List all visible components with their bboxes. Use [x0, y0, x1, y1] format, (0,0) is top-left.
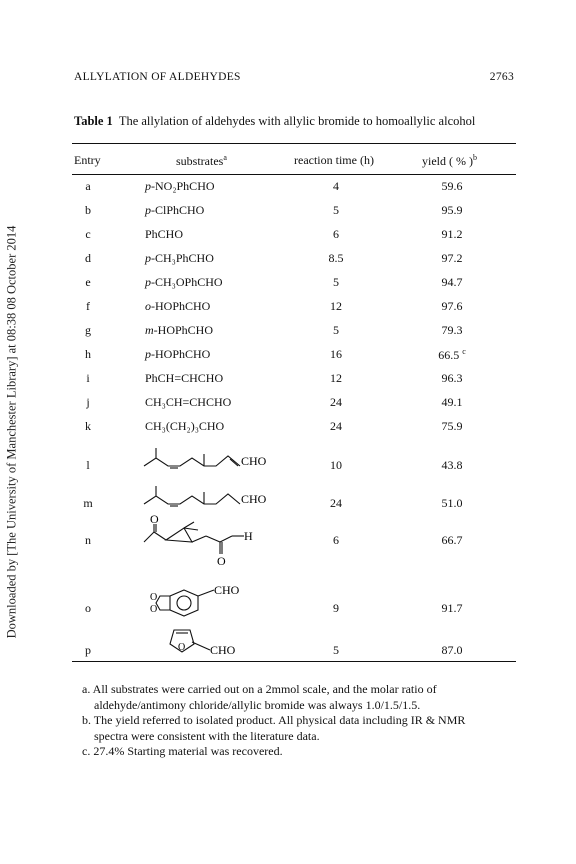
- cell-substrate: PhCHO: [145, 227, 184, 241]
- page-number: 2763: [489, 71, 514, 83]
- cell-yield: 91.7: [441, 601, 463, 615]
- cell-entry: h: [85, 347, 91, 361]
- cell-time: 12: [330, 299, 342, 313]
- svg-text:CHO: CHO: [241, 492, 267, 506]
- cell-time: 24: [330, 419, 342, 433]
- svg-text:CHO: CHO: [214, 583, 240, 597]
- table-header-rule: [72, 174, 516, 175]
- cell-time: 5: [333, 203, 339, 217]
- cell-yield: 51.0: [441, 496, 463, 510]
- cell-entry: e: [85, 275, 91, 289]
- svg-text:O: O: [150, 592, 158, 603]
- cell-yield: 66.7: [441, 533, 463, 547]
- table-top-rule: [72, 143, 516, 144]
- header-entry: Entry: [74, 153, 101, 167]
- cell-substrate: PhCH=CHCHO: [145, 371, 224, 385]
- cell-time: 6: [333, 533, 339, 547]
- cell-time: 6: [333, 227, 339, 241]
- table-caption: [74, 114, 475, 129]
- cell-substrate: p-CH₃PhCHO: [145, 251, 214, 265]
- svg-text:CHO: CHO: [210, 643, 236, 657]
- download-watermark: Downloaded by [The University of Manchester Library] at 08:38 08 October 2014: [4, 225, 19, 639]
- cell-substrate: p-CH₃OPhCHO: [145, 275, 223, 289]
- cell-yield: 87.0: [441, 643, 463, 657]
- cell-time: 16: [330, 347, 342, 361]
- cell-substrate: p-ClPhCHO: [145, 203, 205, 217]
- table-row: [72, 299, 516, 319]
- cell-time: 24: [330, 496, 342, 510]
- citronellal-structure: [140, 482, 310, 514]
- cell-substrate: CH₃CH=CHCHO: [145, 395, 232, 409]
- running-head-title: ALLYLATION OF ALDEHYDES: [74, 71, 241, 83]
- cell-entry: j: [86, 395, 90, 409]
- header-reaction-time: reaction time (h): [294, 153, 374, 167]
- table-row: [72, 371, 516, 391]
- svg-text:H: H: [244, 529, 253, 543]
- cell-yield: 79.3: [441, 323, 463, 337]
- svg-text:O: O: [217, 554, 226, 568]
- table-row: [72, 323, 516, 343]
- cell-time: 5: [333, 323, 339, 337]
- cell-yield: 96.3: [441, 371, 463, 385]
- cell-entry: d: [85, 251, 91, 265]
- table-title: The allylation of aldehydes with allylic bromide to homoallylic alcohol: [118, 114, 476, 128]
- cell-yield: 49.1: [441, 395, 463, 409]
- footnotes: [82, 682, 502, 760]
- table-row: [72, 227, 516, 247]
- header-substrates: [176, 153, 227, 169]
- cell-substrate: CH₃(CH₂)₃CHO: [145, 419, 225, 433]
- cell-yield: 91.2: [441, 227, 463, 241]
- table-row: [72, 251, 516, 271]
- citral-structure-icon: [140, 444, 270, 476]
- cell-time: 9: [333, 601, 339, 615]
- cyclopropyl-structure-icon: [136, 512, 276, 568]
- cell-yield: 97.6: [441, 299, 463, 313]
- cell-entry: k: [85, 419, 91, 433]
- cell-time: 24: [330, 395, 342, 409]
- cell-time: 5: [333, 643, 339, 657]
- furfural-structure-icon: [160, 622, 270, 658]
- table-row: [72, 203, 516, 223]
- footnote-c: c. 27.4% Starting material was recovered.: [82, 744, 283, 758]
- cell-substrate: p-NO₂PhCHO: [145, 179, 215, 193]
- cell-time: 8.5: [328, 251, 344, 265]
- cell-entry: n: [85, 533, 91, 547]
- header-yield-label: yield ( % ): [422, 154, 473, 168]
- table-row: [72, 419, 516, 439]
- header-yield-note: b: [472, 153, 477, 162]
- table-label: Table 1: [74, 114, 113, 128]
- cell-substrate: p-HOPhCHO: [145, 347, 211, 361]
- table-bottom-rule: [72, 661, 516, 662]
- cell-yield: 43.8: [441, 458, 463, 472]
- table-row: [72, 347, 516, 367]
- footnote-a: a. All substrates were carried out on a 2mmol scale, and the molar ratio of aldehyde/antimony chloride/allylic bromide was always 1.0/1.5/1.5.: [82, 682, 437, 712]
- header-substrates-label: substrates: [176, 154, 224, 168]
- cell-time: 5: [333, 275, 339, 289]
- citronellal-structure-icon: [140, 482, 270, 514]
- cell-yield: 97.2: [441, 251, 463, 265]
- header-yield: [422, 153, 477, 169]
- cell-entry: c: [85, 227, 91, 241]
- cell-substrate: m-HOPhCHO: [145, 323, 214, 337]
- svg-text:O: O: [150, 604, 158, 615]
- citral-structure: [140, 444, 310, 476]
- piperonal-structure: [150, 582, 320, 622]
- cyclopropyl-structure: [136, 512, 306, 568]
- cell-yield: 94.7: [441, 275, 463, 289]
- cell-entry: i: [86, 371, 90, 385]
- cell-time: 4: [333, 179, 339, 193]
- cell-entry: a: [85, 179, 91, 193]
- cell-time: 10: [330, 458, 342, 472]
- cell-entry: f: [86, 299, 90, 313]
- furfural-structure: [160, 622, 330, 658]
- cell-substrate: o-HOPhCHO: [145, 299, 211, 313]
- cell-entry: o: [85, 601, 91, 615]
- svg-text:O: O: [150, 512, 159, 526]
- cell-yield: 75.9: [441, 419, 463, 433]
- cell-entry: g: [85, 323, 91, 337]
- header-substrates-note: a: [223, 153, 227, 162]
- cell-entry: p: [85, 643, 91, 657]
- svg-text:CHO: CHO: [241, 454, 267, 468]
- cell-entry: b: [85, 203, 91, 217]
- cell-yield: 66.5 $^c$: [438, 347, 466, 362]
- table-row: [72, 395, 516, 415]
- table-row: [72, 179, 516, 199]
- cell-entry: l: [86, 458, 90, 472]
- table-row: [72, 275, 516, 295]
- cell-entry: m: [83, 496, 93, 510]
- cell-time: 12: [330, 371, 342, 385]
- cell-yield: 95.9: [441, 203, 463, 217]
- cell-yield: 59.6: [441, 179, 463, 193]
- piperonal-structure-icon: [150, 582, 260, 622]
- footnote-b: b. The yield referred to isolated product. All physical data including IR & NMR spectra were consistent with the literature data.: [82, 713, 466, 743]
- svg-text:O: O: [178, 642, 186, 653]
